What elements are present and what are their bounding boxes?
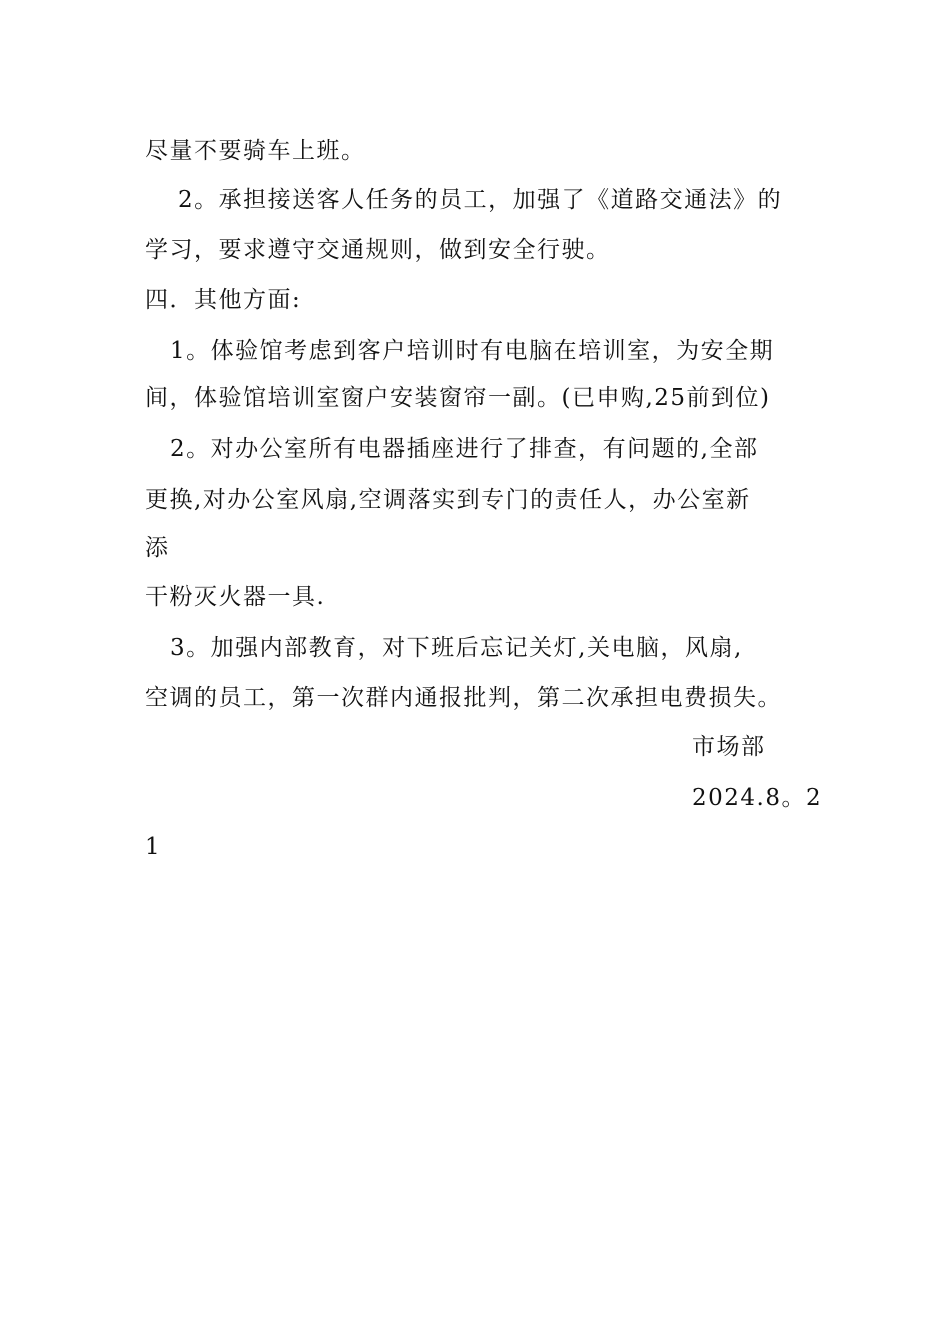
signature-date: 2024.8。2	[692, 785, 823, 811]
text-line: 学习，要求遵守交通规则，做到安全行驶。	[145, 237, 611, 263]
text-line: 尽量不要骑车上班。	[145, 138, 366, 164]
section-heading: 四．其他方面:	[145, 287, 302, 313]
signature-department: 市场部	[692, 734, 766, 760]
text-line: 添	[145, 535, 170, 561]
signature-date-continued: 1	[145, 834, 162, 860]
text-line: 间，体验馆培训室窗户安装窗帘一副。(已申购,25前到位)	[145, 385, 771, 411]
text-line: 2。承担接送客人任务的员工，加强了《道路交通法》的	[178, 187, 783, 213]
text-line: 3。加强内部教育，对下班后忘记关灯,关电脑，风扇,	[170, 635, 743, 661]
text-line: 2。对办公室所有电器插座进行了排查，有问题的,全部	[170, 436, 759, 462]
text-line: 更换,对办公室风扇,空调落实到专门的责任人，办公室新	[145, 487, 751, 513]
text-line: 干粉灭火器一具.	[145, 584, 326, 610]
text-line: 1。体验馆考虑到客户培训时有电脑在培训室，为安全期	[170, 338, 775, 364]
text-line: 空调的员工，第一次群内通报批判，第二次承担电费损失。	[145, 685, 782, 711]
